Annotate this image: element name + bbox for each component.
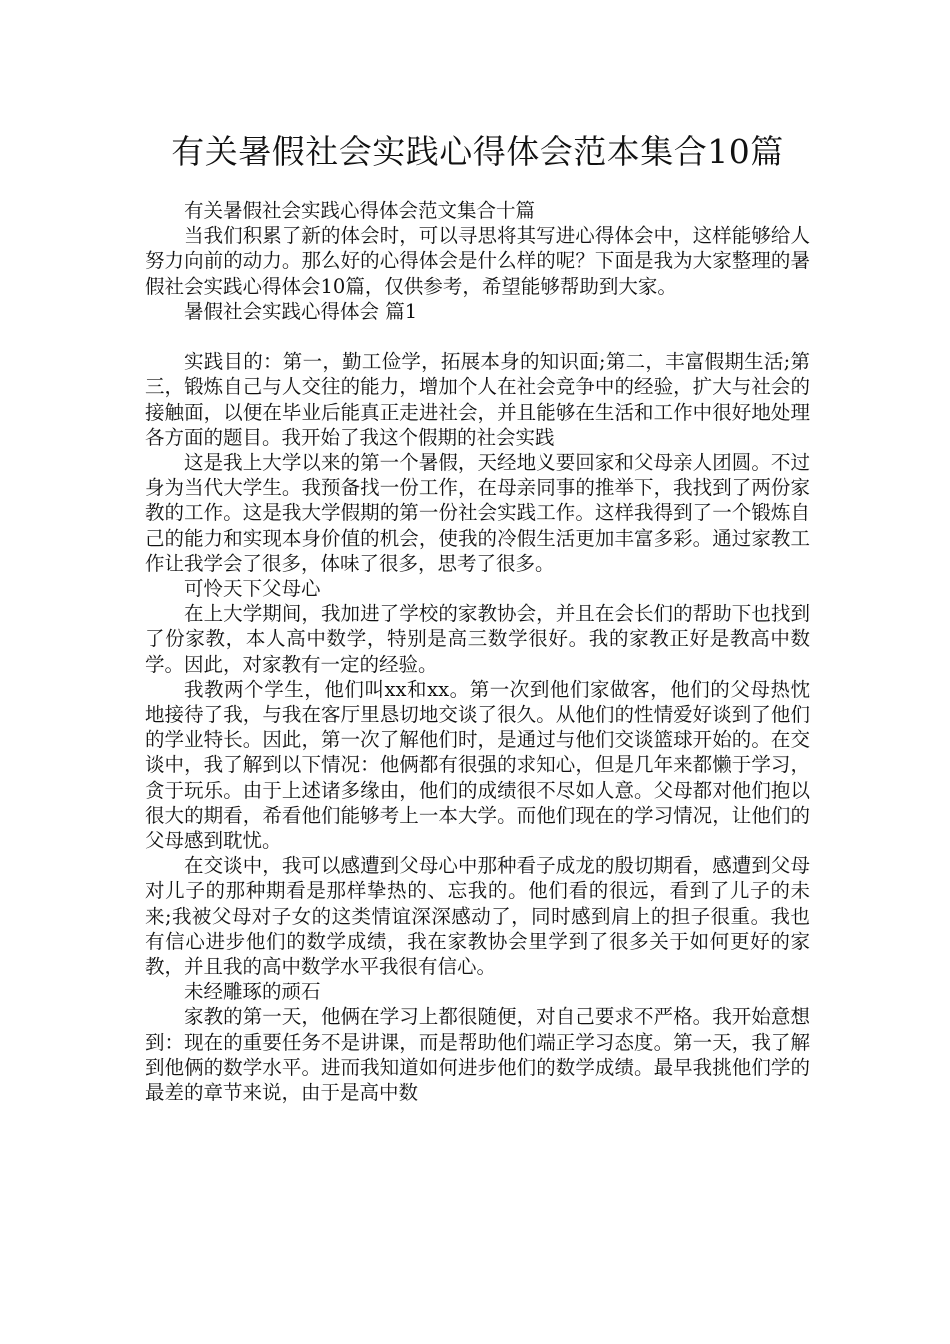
body-paragraph: 家教的第一天，他俩在学习上都很随便，对自己要求不严格。我开始意想到：现在的重要任务不是讲课，而是帮助他们端正学习态度。第一天，我了解到他俩的数学水平。进而我知道如何进步他们的数学成绩。最早我挑他们学的最差的章节来说，由于是高中数 xyxy=(145,1005,810,1105)
intro-paragraph: 当我们积累了新的体会时，可以寻思将其写进心得体会中，这样能够给人努力向前的动力。那么好的心得体会是什么样的呢？下面是我为大家整理的暑假社会实践心得体会10篇，仅供参考，希望能够帮助到大家。 xyxy=(145,224,810,298)
section-heading-1: 暑假社会实践心得体会 篇1 xyxy=(184,299,418,323)
subtitle-paragraph: 有关暑假社会实践心得体会范文集合十篇 xyxy=(184,199,536,222)
blank-line xyxy=(145,324,810,349)
subheading-stone: 未经雕琢的顽石 xyxy=(184,980,321,1004)
subheading-parents: 可怜天下父母心 xyxy=(184,577,321,601)
body-paragraph: 在上大学期间，我加进了学校的家教协会，并且在会长们的帮助下也找到了份家教，本人高中数学，特别是高三数学很好。我的家教正好是教高中数学。因此，对家教有一定的经验。 xyxy=(145,602,810,676)
document-body xyxy=(145,198,810,1105)
body-paragraph: 实践目的：第一，勤工俭学，拓展本身的知识面;第二，丰富假期生活;第三，锻炼自己与人交往的能力，增加个人在社会竞争中的经验，扩大与社会的接触面，以便在毕业后能真正走进社会，并且能够在生活和工作中很好地处理各方面的题目。我开始了我这个假期的社会实践 xyxy=(145,350,810,449)
body-paragraph: 我教两个学生，他们叫xx和xx。第一次到他们家做客，他们的父母热忱地接待了我，与我在客厅里恳切地交谈了很久。从他们的性情爱好谈到了他们的学业特长。因此，第一次了解他们时，是通过与他们交谈篮球开始的。在交谈中，我了解到以下情况：他俩都有很强的求知心，但是几年来都懒于学习，贪于玩乐。由于上述诸多缘由，他们的成绩很不尽如人意。父母都对他们抱以很大的期看，希看他们能够考上一本大学。而他们现在的学习情况，让他们的父母感到耽忧。 xyxy=(145,677,810,853)
body-paragraph: 在交谈中，我可以感遭到父母心中那种看子成龙的殷切期看，感遭到父母对儿子的那种期看是那样挚热的、忘我的。他们看的很远，看到了儿子的未来;我被父母对子女的这类情谊深深感动了，同时感到肩上的担子很重。我也有信心进步他们的数学成绩，我在家教协会里学到了很多关于如何更好的家教，并且我的高中数学水平我很有信心。 xyxy=(145,854,810,979)
document-page xyxy=(145,0,810,1105)
body-paragraph: 这是我上大学以来的第一个暑假，天经地义要回家和父母亲人团圆。不过身为当代大学生。我预备找一份工作，在母亲同事的推举下，我找到了两份家教的工作。这是我大学假期的第一份社会实践工作。这样我得到了一个锻炼自己的能力和实现本身价值的机会，使我的冷假生活更加丰富多彩。通过家教工作让我学会了很多，体味了很多，思考了很多。 xyxy=(145,451,810,575)
document-title: 有关暑假社会实践心得体会范本集合10篇 xyxy=(171,132,784,171)
